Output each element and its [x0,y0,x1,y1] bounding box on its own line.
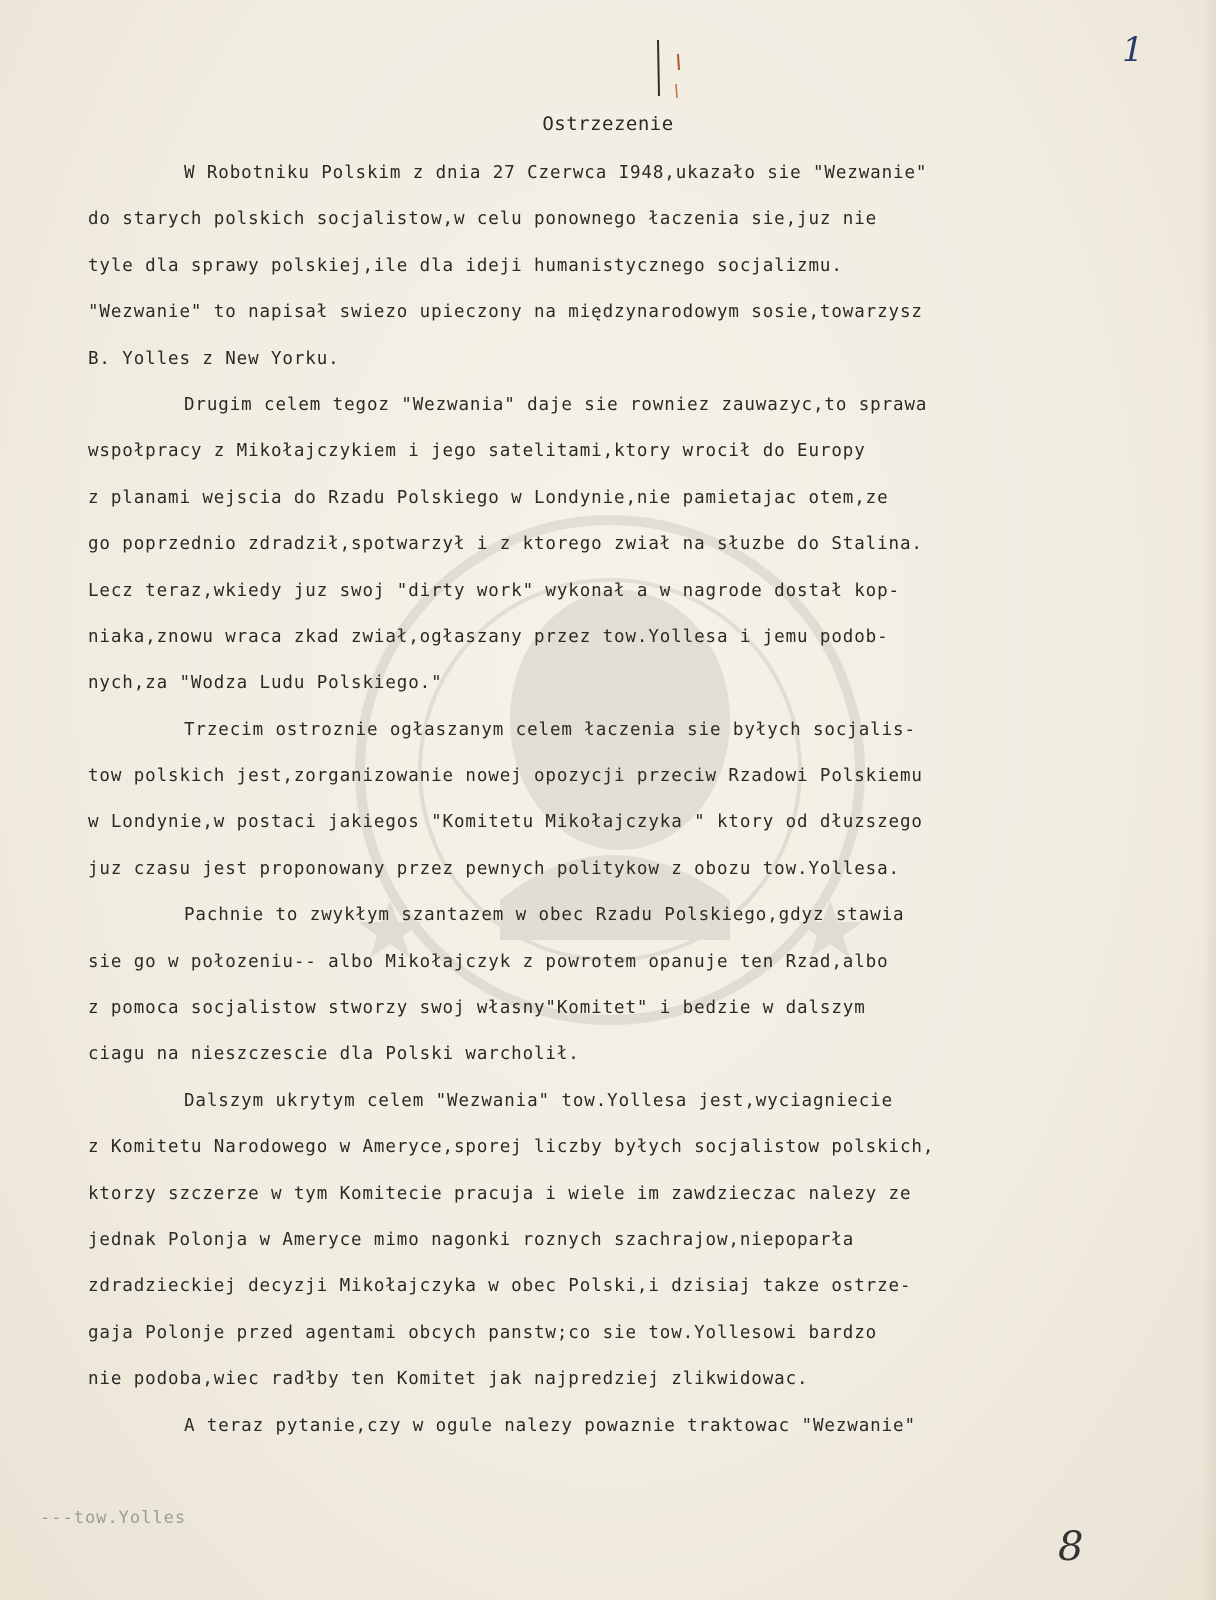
text-line: go poprzednio zdradził,spotwarzył i z ktorego zwiał na słuzbe do Stalina. [88,534,923,555]
text-line: W Robotniku Polskim z dnia 27 Czerwca I948,ukazało sie "Wezwanie" [184,163,928,183]
text-line: "Wezwanie" to napisał swiezo upieczony na międzynarodowym sosie,towarzysz [88,302,923,323]
text-line: Pachnie to zwykłym szantazem w obec Rzadu Polskiego,gdyz stawia [184,905,905,926]
text-line: juz czasu jest proponowany przez pewnych politykow z obozu tow.Yollesa. [88,858,900,879]
document-title: Ostrzezenie [542,113,674,135]
text-line: z Komitetu Narodowego w Ameryce,sporej liczby byłych socjalistow polskich, [88,1137,935,1158]
text-line: A teraz pytanie,czy w ogule nalezy powaznie traktowac "Wezwanie" [184,1415,916,1436]
text-line: B. Yolles z New Yorku. [88,348,340,369]
text-line: nych,za "Wodza Ludu Polskiego." [88,673,443,694]
text-line: ciagu na nieszczescie dla Polski warcholił. [88,1044,580,1065]
text-line: tyle dla sprawy polskiej,ile dla ideji humanistycznego socjalizmu. [88,255,843,276]
text-line: jednak Polonja w Ameryce mimo nagonki roznych szachrajow,niepoparła [88,1229,855,1250]
text-line: tow polskich jest,zorganizowanie nowej opozycji przeciw Rzadowi Polskiemu [88,766,923,787]
page-number-top: 1 [1122,30,1144,70]
text-line: niaka,znowu wraca zkad zwiał,ogłaszany przez tow.Yollesa i jemu podob- [88,626,889,647]
footer-note: ---tow.Yolles [40,1508,187,1528]
text-line: Drugim celem tegoz "Wezwania" daje sie rowniez zauwazyc,to sprawa [184,394,928,415]
text-line: gaja Polonje przed agentami obcych panstw;co sie tow.Yollesowi bardzo [88,1322,878,1343]
text-line: sie go w połozeniu-- albo Mikołajczyk z powrotem opanuje ten Rzad,albo [88,951,889,972]
document-body [88,158,1198,1457]
page-edge-shadow [1202,0,1216,1600]
text-line: wspołpracy z Mikołajczykiem i jego satelitami,ktory wrocił do Europy [88,441,866,462]
text-line: ktorzy szczerze w tym Komitecie pracuja i wiele im zawdzieczac nalezy ze [88,1183,912,1204]
text-line: Lecz teraz,wkiedy juz swoj "dirty work" wykonał a w nagrode dostał kop- [88,580,900,601]
text-line: z pomoca socjalistow stworzy swoj własny"Komitet" i bedzie w dalszym [88,998,866,1019]
text-line: Dalszym ukrytym celem "Wezwania" tow.Yollesa jest,wyciagniecie [184,1090,894,1111]
text-line: zdradzieckiej decyzji Mikołajczyka w obec Polski,i dzisiaj takze ostrze- [88,1276,912,1297]
text-line: w Londynie,w postaci jakiegos "Komitetu Mikołajczyka " ktory od dłuzszego [88,812,923,833]
text-line: nie podoba,wiec radłby ten Komitet jak najpredziej zlikwidowac. [88,1369,809,1390]
page-number-bottom: 8 [1058,1524,1084,1570]
text-line: Trzecim ostroznie ogłaszanym celem łaczenia sie byłych socjalis- [184,719,916,740]
ink-marks-icon [650,36,690,106]
text-line: z planami wejscia do Rzadu Polskiego w Londynie,nie pamietajac otem,ze [88,487,889,508]
text-line: do starych polskich socjalistow,w celu ponownego łaczenia sie,juz nie [88,209,878,230]
